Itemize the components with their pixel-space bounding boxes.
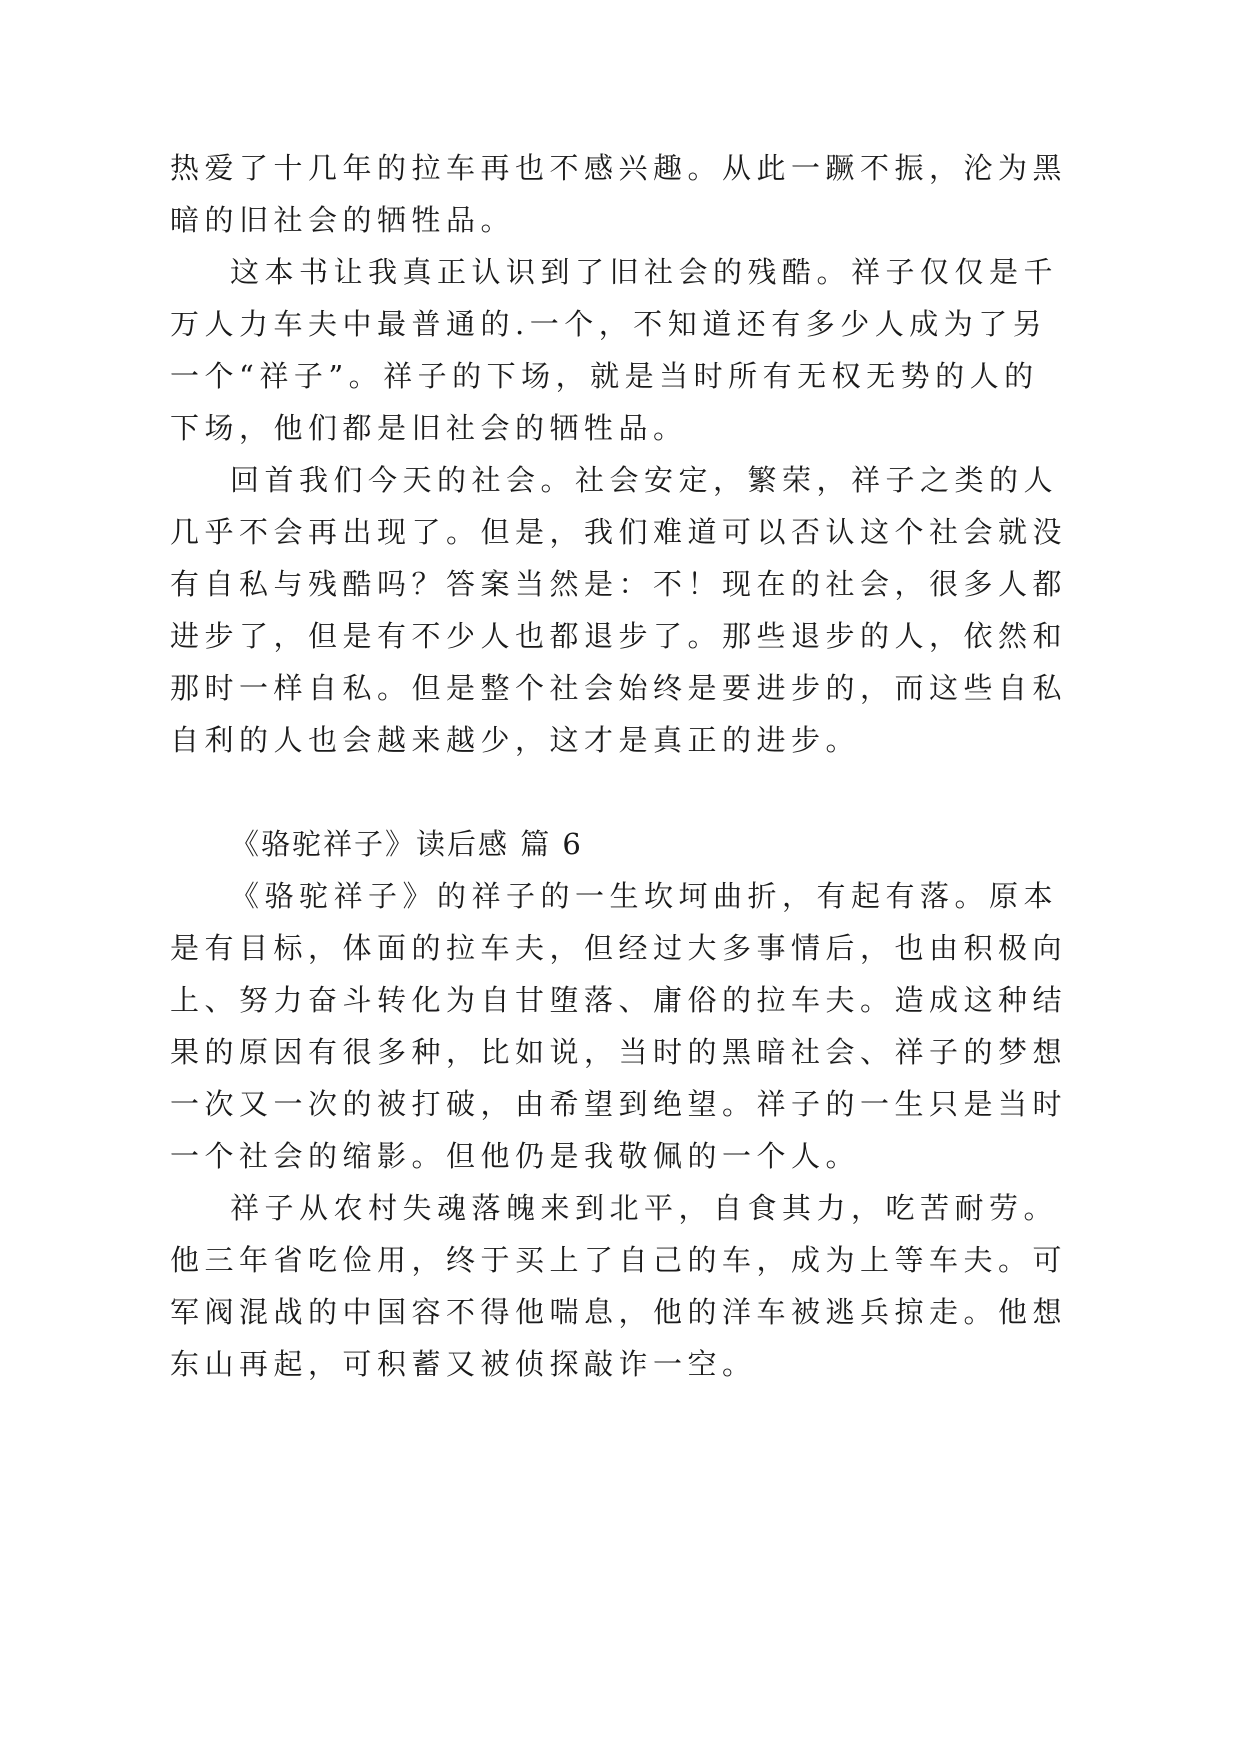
document-page: 热爱了十几年的拉车再也不感兴趣。从此一蹶不振，沦为黑 暗的旧社会的牺牲品。 这本书让我真正认识到了旧社会的残酷。祥子仅仅是千 万人力车夫中最普通的.一个，不知道还有多少人成为了另 一个“祥子”。祥子的下场，就是当时所有无权无势的人的 下场，他们都是旧社会的牺牲品。 回首我们今天的社会。社会安定，繁荣，祥子之类的人 几乎不会再出现了。但是，我们难道可以否认这个社会就没 有自私与残酷吗？答案当然是：不！现在的社会，很多人都 进步了，但是有不少人也都退步了。那些退步的人，依然和 那时一样自私。但是整个社会始终是要进步的，而这些自私 自利的人也会越来越少，这才是真正的进步。 《骆驼祥子》读后感 篇 6 《骆驼祥子》的祥子的一生坎坷曲折，有起有落。原本 是有目标，体面的拉车夫，但经过大多事情后，也由积极向 上、努力奋斗转化为自甘堕落、庸俗的拉车夫。造成这种结 果的原因有很多种，比如说，当时的黑暗社会、祥子的梦想 一次又一次的被打破，由希望到绝望。祥子的一生只是当时 一个社会的缩影。但他仍是我敬佩的一个人。 祥子从农村失魂落魄来到北平，自食其力，吃苦耐劳。 他三年省吃俭用，终于买上了自己的车，成为上等车夫。可 军阀混战的中国容不得他喘息，他的洋车被逃兵掠走。他想 东山再起，可积蓄又被侦探敲诈一空。 xyxy=(170,151,1068,1381)
